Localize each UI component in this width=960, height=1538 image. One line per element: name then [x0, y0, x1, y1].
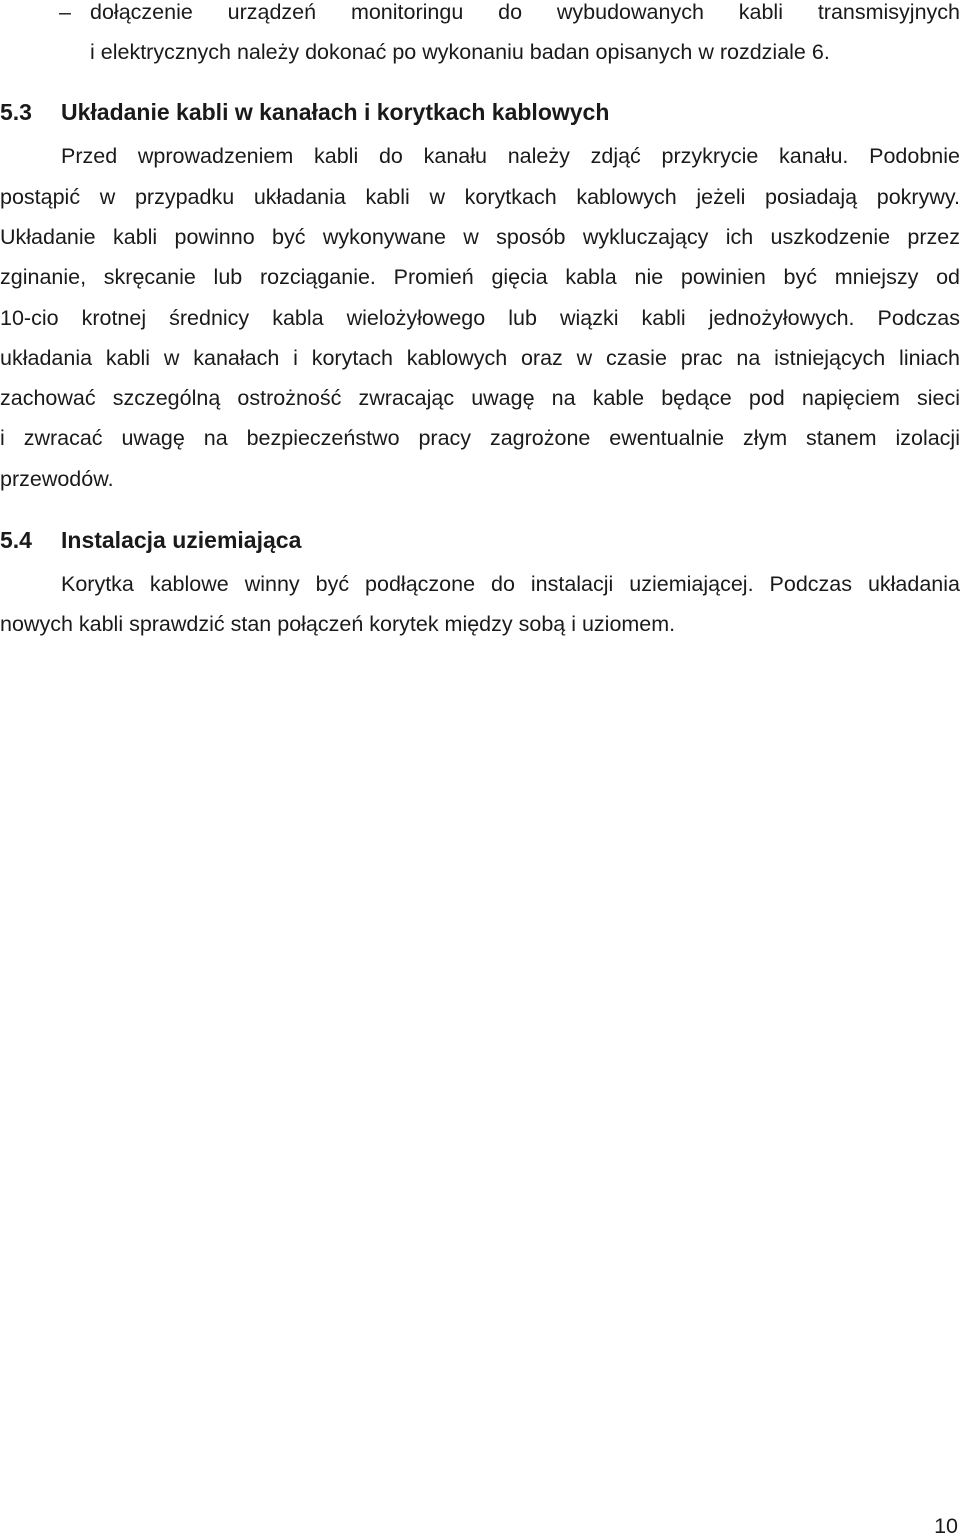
paragraph-line: Układanie kabli powinno być wykonywane w sposób wykluczający ich uszkodzenie przez [0, 225, 960, 249]
paragraph-line: Korytka kablowe winny być podłączone do instalacji uziemiającej. Podczas układania [61, 572, 960, 596]
bullet-text-2: i elektrycznych należy dokonać po wykonaniu badan opisanych w rozdziale 6. [90, 40, 830, 64]
section-heading-5-3 [0, 97, 609, 127]
section-number: 5.3 [0, 99, 32, 125]
paragraph-line: zachować szczególną ostrożność zwracając uwagę na kable będące pod napięciem sieci [0, 386, 960, 410]
section-title: Układanie kabli w kanałach i korytkach kablowych [61, 99, 610, 125]
section-title: Instalacja uziemiająca [61, 527, 302, 553]
paragraph-line: i zwracać uwagę na bezpieczeństwo pracy zagrożone ewentualnie złym stanem izolacji [0, 426, 960, 450]
paragraph-line: postąpić w przypadku układania kabli w korytkach kablowych jeżeli posiadają pokrywy. [0, 185, 960, 209]
bullet-dash: – [59, 0, 71, 24]
section-heading-5-4 [0, 525, 301, 555]
bullet-text-1: dołączenie urządzeń monitoringu do wybudowanych kabli transmisyjnych [90, 0, 960, 24]
paragraph-line: zginanie, skręcanie lub rozciąganie. Promień gięcia kabla nie powinien być mniejszy od [0, 265, 960, 289]
paragraph-line: przewodów. [0, 467, 114, 491]
paragraph-line: Przed wprowadzeniem kabli do kanału należy zdjąć przykrycie kanału. Podobnie [61, 144, 960, 168]
paragraph-line: 10-cio krotnej średnicy kabla wielożyłowego lub wiązki kabli jednożyłowych. Podczas [0, 306, 960, 330]
paragraph-line: nowych kabli sprawdzić stan połączeń korytek między sobą i uziomem. [0, 612, 676, 636]
paragraph-line: układania kabli w kanałach i korytach kablowych oraz w czasie prac na istniejących liniach [0, 346, 960, 370]
page-number: 10 [934, 1514, 958, 1538]
section-number: 5.4 [0, 527, 32, 553]
